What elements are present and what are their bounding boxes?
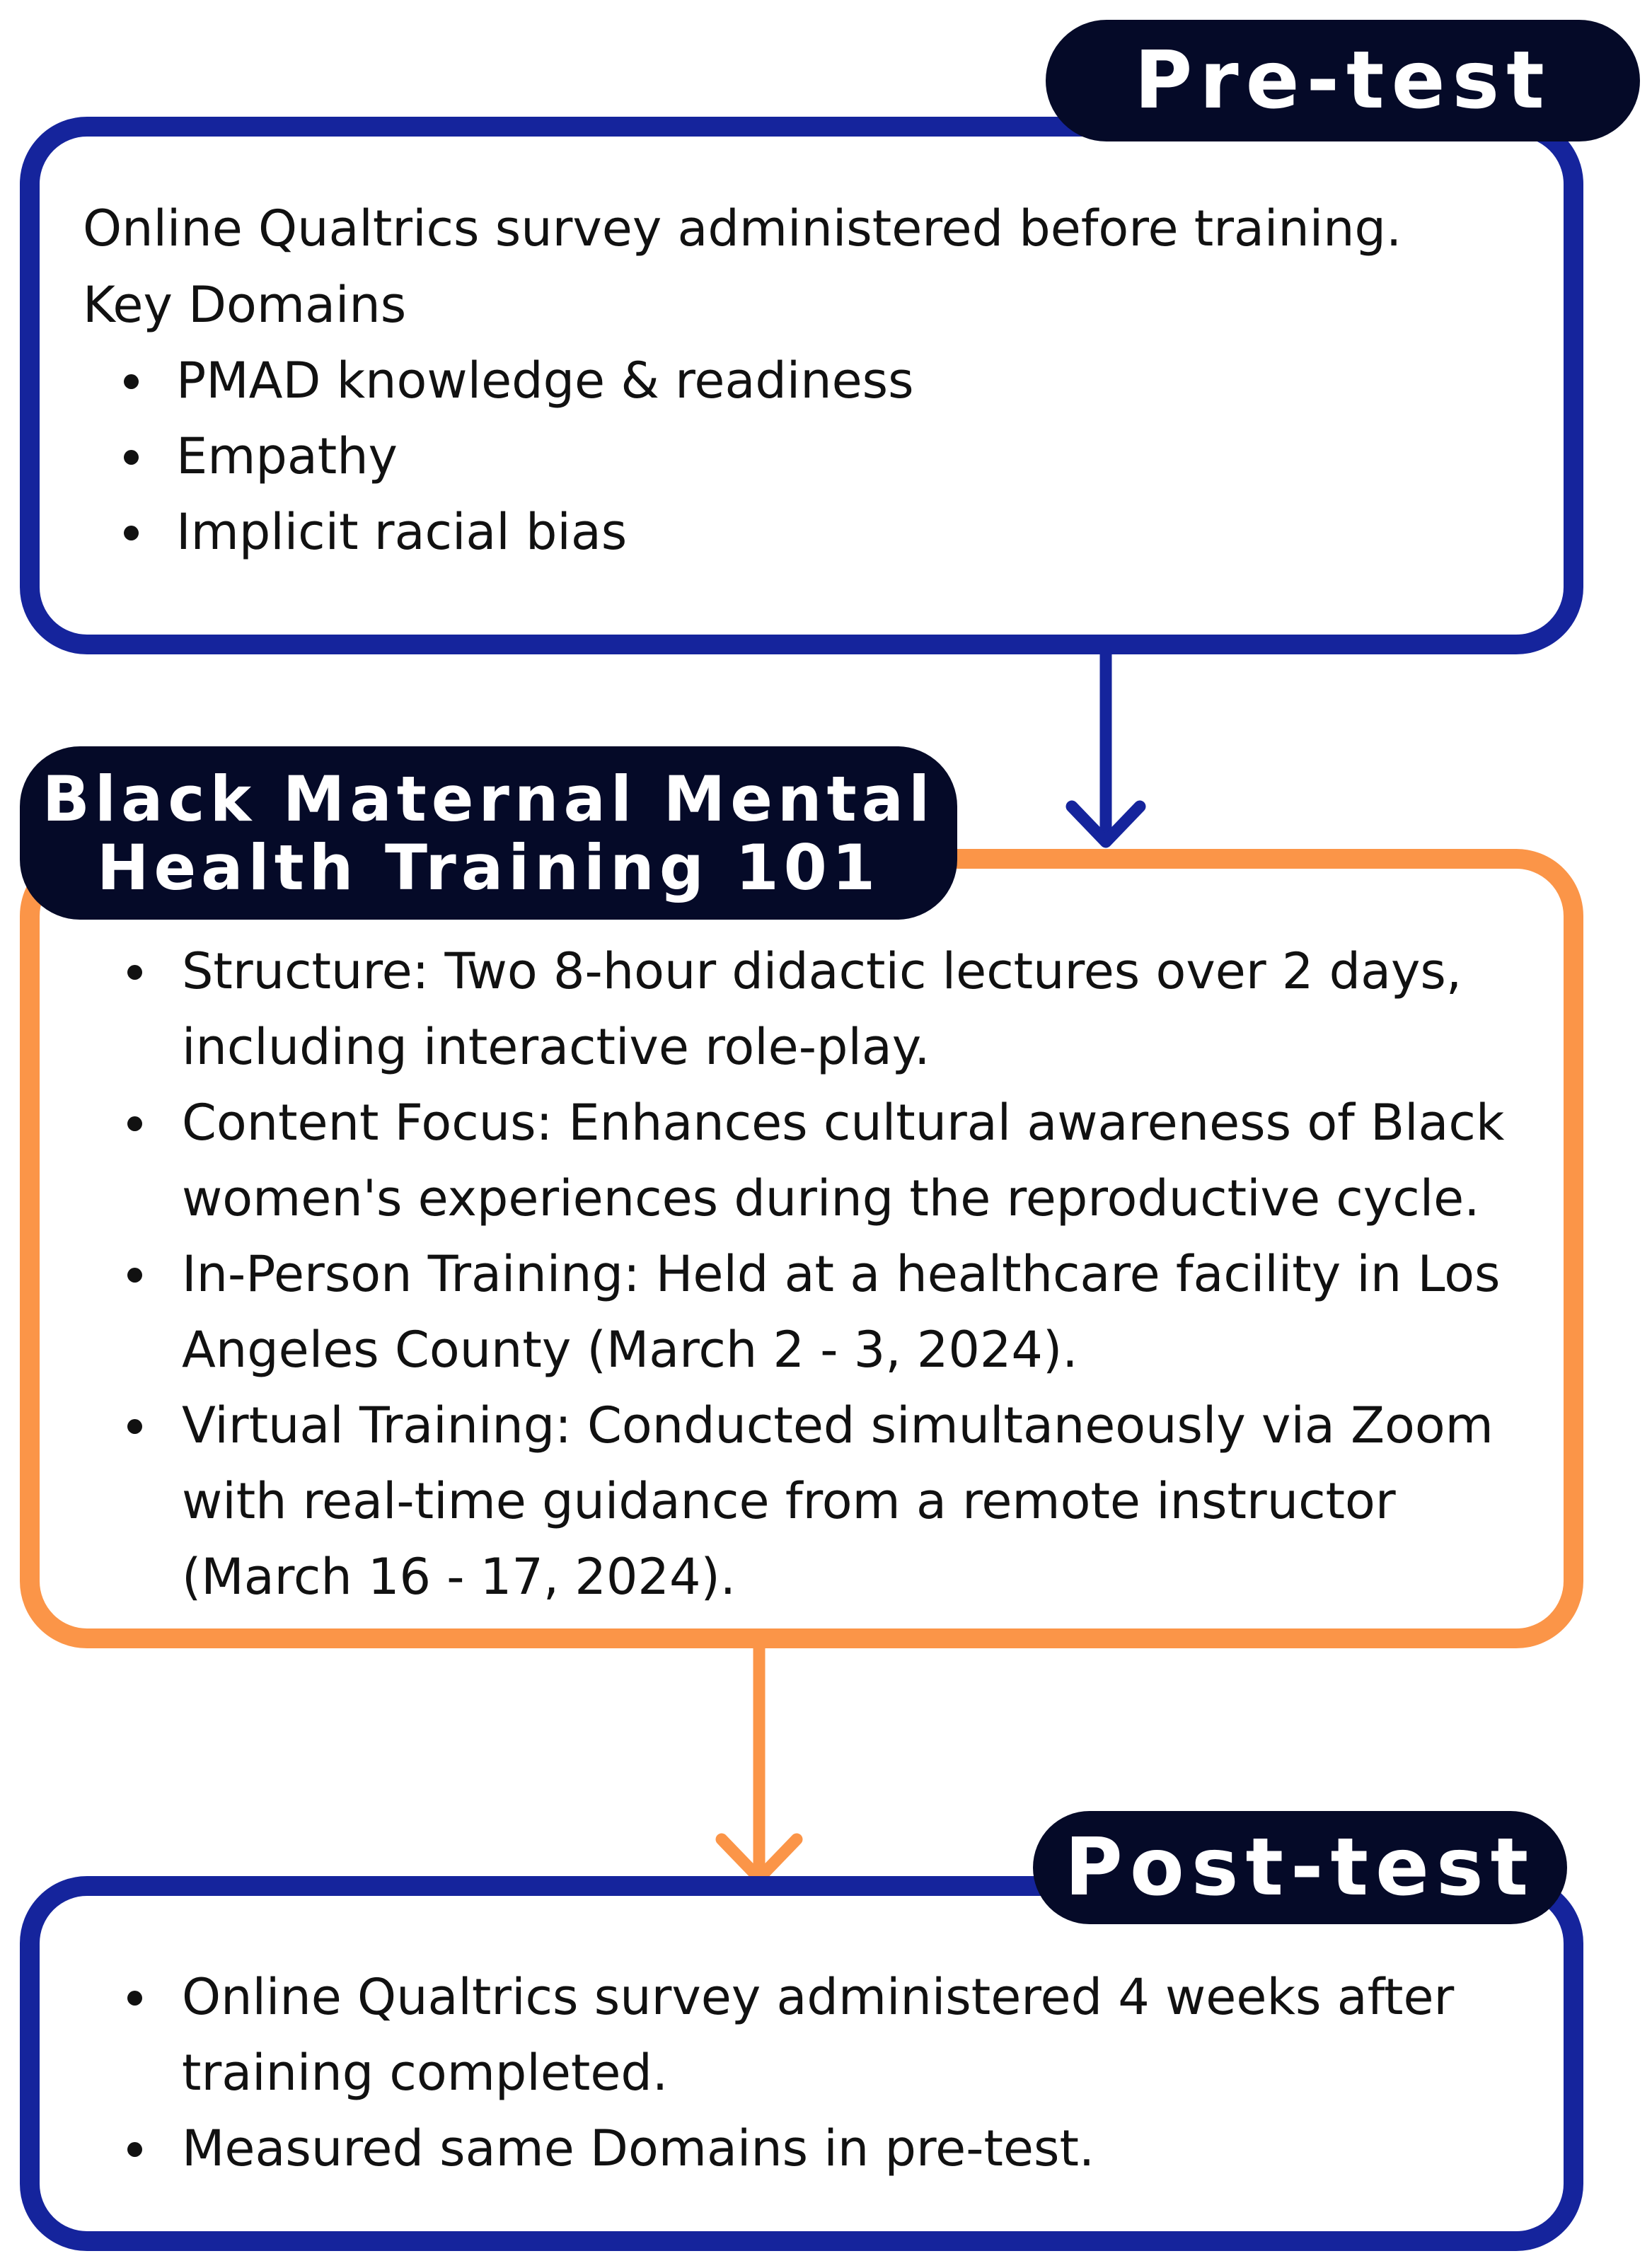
posttest-list bbox=[127, 1960, 1472, 2187]
list-item: In-Person Training: Held at a healthcare facility in Los Angeles County (March 2 - 3, 2024). bbox=[127, 1237, 1528, 1388]
pretest-intro: Online Qualtrics survey administered before training. bbox=[83, 199, 1402, 258]
list-item: Content Focus: Enhances cultural awareness of Black women's experiences during the reproductive cycle. bbox=[127, 1085, 1528, 1237]
list-item: PMAD knowledge & readiness bbox=[124, 343, 914, 419]
posttest-label: Post-test bbox=[1033, 1811, 1567, 1924]
list-item: Measured same Domains in pre-test. bbox=[127, 2111, 1472, 2187]
pretest-heading: Key Domains bbox=[83, 276, 407, 334]
list-item: Virtual Training: Conducted simultaneously via Zoom with real-time guidance from a remote instructor (March 16 - 17, 2024). bbox=[127, 1388, 1528, 1615]
list-item: Empathy bbox=[124, 419, 914, 494]
pretest-label: Pre-test bbox=[1046, 20, 1640, 141]
list-item: Structure: Two 8-hour didactic lectures over 2 days, including interactive role-play. bbox=[127, 934, 1528, 1085]
list-item: Implicit racial bias bbox=[124, 494, 914, 570]
training-label-line2: Health Training 101 bbox=[96, 831, 881, 904]
list-item: Online Qualtrics survey administered 4 weeks after training completed. bbox=[127, 1960, 1472, 2111]
training-label-line1: Black Maternal Mental bbox=[42, 762, 935, 835]
